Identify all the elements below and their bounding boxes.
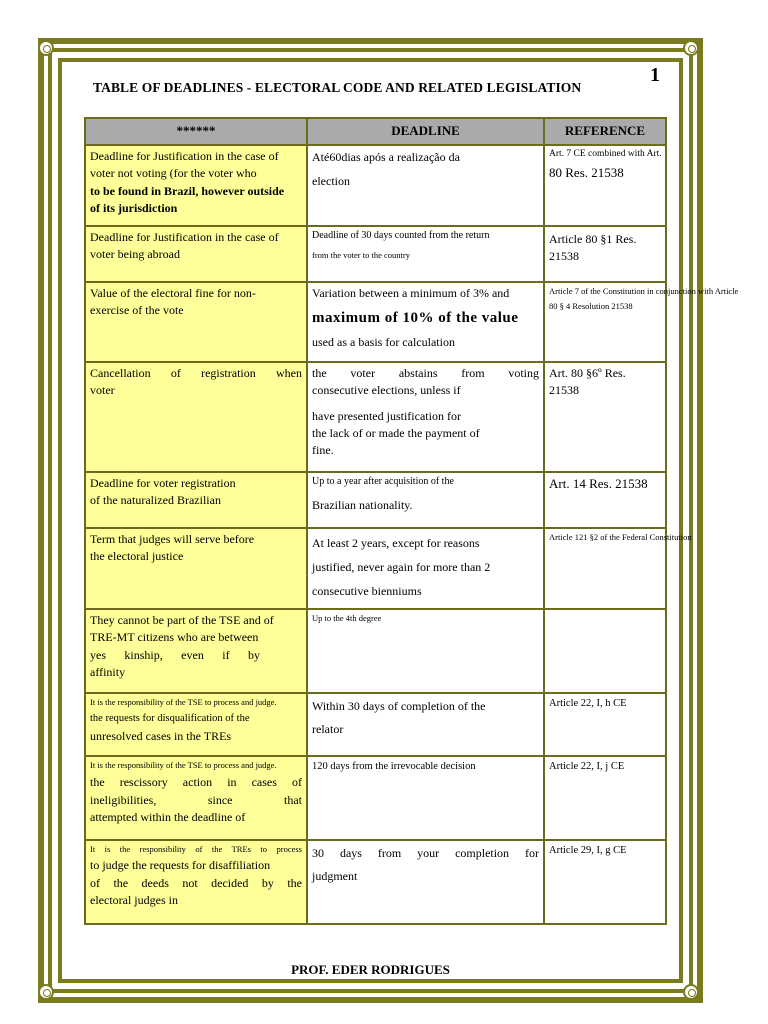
table-cell: Up to the 4th degree [307, 609, 544, 693]
table-cell: the voter abstains from voting consecutive elections, unless if have presented justification for the lack of or made the payment of fine. [307, 362, 544, 472]
table-cell: 120 days from the irrevocable decision [307, 756, 544, 840]
table-cell: Art. 80 §6º Res. 21538 [544, 362, 666, 472]
table-cell: Article 80 §1 Res. 21538 [544, 226, 666, 282]
deadlines-table [84, 117, 739, 925]
table-cell: Art. 14 Res. 21538 [544, 472, 666, 528]
table-header-row [85, 118, 666, 145]
table-row [85, 282, 666, 362]
table-cell: They cannot be part of the TSE and of TRE-MT citizens who are between yes kinship, even if by affinity [85, 609, 307, 693]
corner-ornament [683, 984, 699, 1000]
table-cell: At least 2 years, except for reasons justified, never again for more than 2 consecutive bienniums [307, 528, 544, 609]
column-header: DEADLINE [307, 118, 544, 145]
table-cell: Deadline for voter registration of the naturalized Brazilian [85, 472, 307, 528]
table-row [85, 609, 666, 693]
table-cell: Article 29, I, g CE [544, 840, 666, 924]
table-cell: Deadline of 30 days counted from the return from the voter to the country [307, 226, 544, 282]
table-row [85, 472, 666, 528]
table-row [85, 362, 666, 472]
table-row [85, 528, 666, 609]
table-cell: Deadline for Justification in the case of voter being abroad [85, 226, 307, 282]
table-cell: It is the responsibility of the TSE to process and judge. the requests for disqualification of the unresolved cases in the TREs [85, 693, 307, 756]
table-row [85, 145, 666, 226]
table-row [85, 756, 666, 840]
table-row [85, 226, 666, 282]
corner-ornament [38, 984, 54, 1000]
column-header: REFERENCE [544, 118, 666, 145]
table-cell: Cancellation of registration when voter [85, 362, 307, 472]
table-cell: Up to a year after acquisition of the Brazilian nationality. [307, 472, 544, 528]
table-row [85, 840, 666, 924]
table-cell: Within 30 days of completion of the relator [307, 693, 544, 756]
table-cell: Value of the electoral fine for non- exercise of the vote [85, 282, 307, 362]
table-cell: Até60dias após a realização da election [307, 145, 544, 226]
corner-ornament [683, 40, 699, 56]
table-cell: It is the responsibility of the TREs to process to judge the requests for disaffiliation of the deeds not decided by the electoral judges in [85, 840, 307, 924]
table-cell [544, 609, 666, 693]
table-cell: Term that judges will serve before the electoral justice [85, 528, 307, 609]
table-row [85, 693, 666, 756]
author-footer: PROF. EDER RODRIGUES [291, 962, 450, 977]
table-cell: Variation between a minimum of 3% and maximum of 10% of the value used as a basis for calculation [307, 282, 544, 362]
corner-ornament [38, 40, 54, 56]
table-cell: Art. 7 CE combined with Art. 80 Res. 21538 [544, 145, 666, 226]
table-cell: Article 22, I, j CE [544, 756, 666, 840]
document-title: TABLE OF DEADLINES - ELECTORAL CODE AND RELATED LEGISLATION [93, 80, 582, 95]
table-cell: Article 7 of the Constitution in conjunction with Article 80 § 4 Resolution 21538 [544, 282, 666, 362]
table-cell: Article 22, I, h CE [544, 693, 666, 756]
column-header: ****** [85, 118, 307, 145]
table-cell: Article 121 §2 of the Federal Constitution [544, 528, 666, 609]
table-cell: 30 days from your completion for judgment [307, 840, 544, 924]
table-cell: It is the responsibility of the TSE to process and judge. the rescissory action in cases of ineligibilities, since that attempted within the deadline of [85, 756, 307, 840]
page-number: 1 [650, 64, 660, 86]
table-cell: Deadline for Justification in the case of voter not voting (for the voter who to be found in Brazil, however outside of its jurisdiction [85, 145, 307, 226]
